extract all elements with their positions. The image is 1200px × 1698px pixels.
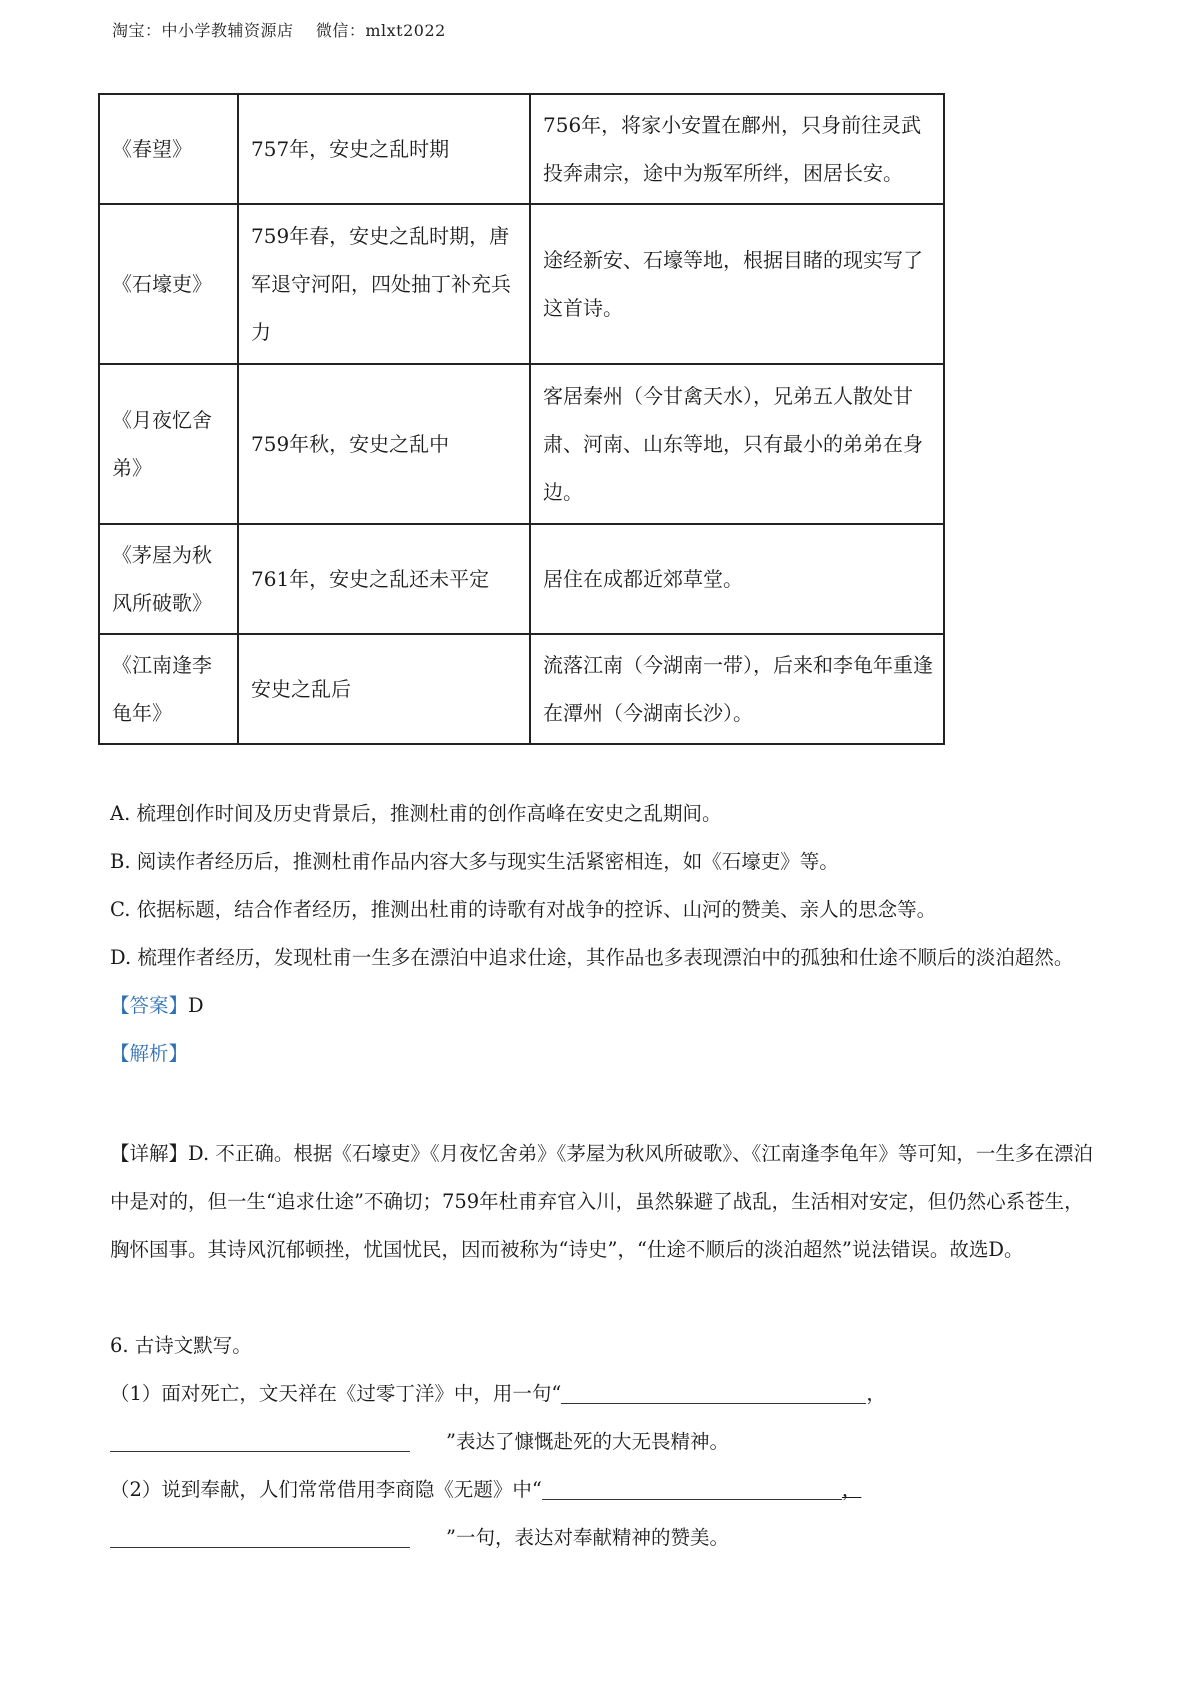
table-row [99,634,944,744]
poem-title-cell: 《春望》 [99,94,238,204]
answer-options [110,790,1102,1078]
option-b: B. 阅读作者经历后，推测杜甫作品内容大多与现实生活紧密相连，如《石壕吏》等。 [110,850,839,873]
answer-blank[interactable] [542,1477,842,1500]
page-header: 淘宝：中小学教辅资源店 微信：mlxt2022 [112,21,446,40]
comma-text: ， [841,1478,862,1501]
question-6-2-line1 [110,1466,1110,1514]
option-d: D. 梳理作者经历，发现杜甫一生多在漂泊中追求仕途，其作品也多表现漂泊中的孤独和仕途不顺后的淡泊超然。 [110,946,1074,969]
question-6 [110,1322,1110,1562]
table-row [99,364,944,524]
author-experience-cell: 流落江南（今湖南一带），后来和李龟年重逢在潭州（今湖南长沙）。 [530,634,944,744]
table-row [99,204,944,364]
answer-blank[interactable] [110,1429,410,1452]
question-6-2-ending: ”一句，表达对奉献精神的赞美。 [446,1526,729,1549]
poem-title-cell: 《月夜忆舍弟》 [99,364,238,524]
poem-title-cell: 《石壕吏》 [99,204,238,364]
author-experience-cell: 途经新安、石壕等地，根据目睹的现实写了这首诗。 [530,204,944,364]
creation-time-cell: 安史之乱后 [238,634,530,744]
creation-time-cell: 761年，安史之乱还未平定 [238,524,530,634]
answer-line [110,982,1102,1030]
question-6-1-prompt: （1）面对死亡，文天祥在《过零丁洋》中，用一句“ [110,1382,562,1405]
analysis-line [110,1030,1102,1078]
question-6-1-line2 [110,1418,1110,1466]
analysis-label: 【解析】 [110,1042,189,1065]
creation-time-cell: 757年，安史之乱时期 [238,94,530,204]
answer-label: 【答案】 [110,994,189,1017]
detail-text: D. 不正确。根据《石壕吏》《月夜忆舍弟》《茅屋为秋风所破歌》、《江南逢李龟年》等可知，一生多在漂泊中是对的，但一生“追求仕途”不确切；759年杜甫弃官入川，虽然躲避了战乱，生活相对安定，但仍然心系苍生，胸怀国事。其诗风沉郁顿挫，忧国忧民，因而被称为“诗史”，“仕途不顺后的淡泊超然”说法错误。故选D。 [110,1142,1093,1261]
table-row [99,94,944,204]
comma-text: ， [866,1382,886,1405]
question-6-1-line1 [110,1370,1110,1418]
question-6-2-prompt: （2）说到奉献，人们常常借用李商隐《无题》中“ [110,1478,542,1501]
creation-time-cell: 759年秋，安史之乱中 [238,364,530,524]
author-experience-cell: 客居秦州（今甘禽天水），兄弟五人散处甘肃、河南、山东等地，只有最小的弟弟在身边。 [530,364,944,524]
table-row [99,524,944,634]
detail-explanation [110,1130,1102,1274]
option-a: A. 梳理创作时间及历史背景后，推测杜甫的创作高峰在安史之乱期间。 [110,802,722,825]
question-6-1-ending: ”表达了慷慨赴死的大无畏精神。 [446,1430,729,1453]
detail-label: 【详解】 [110,1142,189,1165]
answer-blank[interactable] [110,1525,410,1548]
question-6-title: 6. 古诗文默写。 [110,1334,252,1357]
author-experience-cell: 756年，将家小安置在鄜州，只身前往灵武投奔肃宗，途中为叛军所绊，困居长安。 [530,94,944,204]
poem-title-cell: 《茅屋为秋风所破歌》 [99,524,238,634]
question-6-2-line2 [110,1514,1110,1562]
answer-blank[interactable] [561,1381,866,1404]
option-c: C. 依据标题，结合作者经历，推测出杜甫的诗歌有对战争的控诉、山河的赞美、亲人的思念等。 [110,898,937,921]
poem-background-table [98,93,945,745]
creation-time-cell: 759年春，安史之乱时期，唐军退守河阳，四处抽丁补充兵力 [238,204,530,364]
poem-title-cell: 《江南逢李龟年》 [99,634,238,744]
author-experience-cell: 居住在成都近郊草堂。 [530,524,944,634]
answer-value: D [188,994,204,1017]
